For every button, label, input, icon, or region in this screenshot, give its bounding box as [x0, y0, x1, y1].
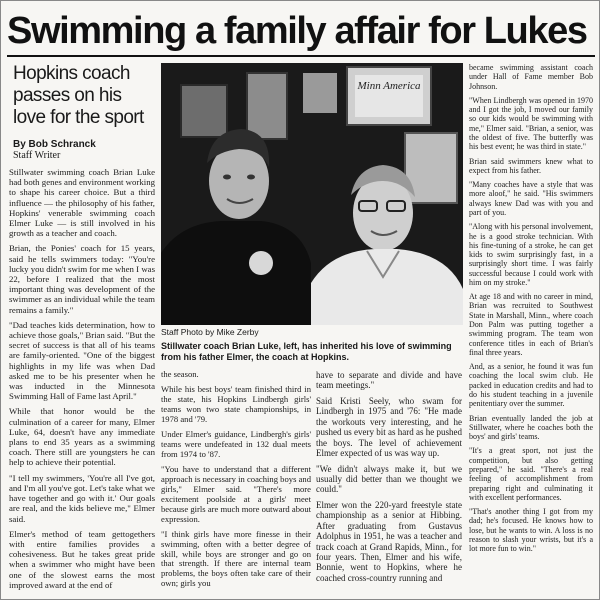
- article-column-1: [9, 167, 155, 595]
- paragraph: While his best boys' team finished third in the state, his Hopkins Lindbergh girls' teams won two state championships, in 1978 and '79.: [161, 383, 311, 424]
- paragraph: Under Elmer's guidance, Lindbergh's girls' teams were undefeated in 132 dual meets from 1974 to '87.: [161, 428, 311, 459]
- photo-caption: Stillwater coach Brian Luke, left, has inherited his love of swimming from his father Elmer, the coach at Hopkins.: [161, 341, 452, 362]
- paragraph: "That's another thing I got from my dad; he's focused. He knows how to lose, but he wants to win. A loss is no reason to slash your wrists, but it's a lot more fun to win.": [469, 507, 593, 554]
- photo-credit: Staff Photo by Mike Zerby: [161, 327, 259, 337]
- paragraph: have to separate and divide and have team meetings.": [316, 370, 462, 391]
- byline-title: Staff Writer: [13, 150, 61, 161]
- paragraph: Elmer won the 220-yard freestyle state championship as a senior at Hibbing. After graduating from Gustavus Adolphus in 1951, he was a teacher and track coach at Grand Rapids, Minn., for four years. Then, Elmer and his wife, Bonnie, went to Hopkins, where he coached cross-country running and: [316, 499, 462, 583]
- paragraph: "We didn't always make it, but we usually did better than we thought we could.": [316, 463, 462, 495]
- paragraph: While that honor would be the culmination of a career for many, Elmer Luke, 64, doesn't have any immediate plans to end 35 years as a swimming coach. There still are youngsters he can help to achieve their potential.: [9, 406, 155, 468]
- paragraph: "I think girls have more finesse in their swimming, often with a better degree of skill, while boys are stronger and go on that strength. If there are internal team problems, the boys often take care of their own; girls you: [161, 528, 311, 589]
- paragraph: became swimming assistant coach under Hall of Fame member Bob Johnson.: [469, 63, 593, 91]
- paragraph: Brian eventually landed the job at Stillwater, where he coaches both the boys' and girls' teams.: [469, 413, 593, 442]
- paragraph: Said Kristi Seely, who swam for Lindbergh in 1975 and '76: "He made the workouts very interesting, and he pushed us every bit as hard as he pushed the boys. The level of achievement Elmer expected of us was way up.: [316, 395, 462, 459]
- photo-father-and-son: [161, 63, 463, 325]
- article-column-3: [316, 370, 462, 588]
- article-column-4: [469, 63, 593, 559]
- paragraph: "You have to understand that a different approach is necessary in coaching boys and girls," Elmer said. "There's more excitement poolside at a girls' meet because girls are much more outward about expression.: [161, 463, 311, 524]
- article-column-2: [161, 370, 311, 594]
- byline: [13, 139, 155, 161]
- paragraph: "It's a great sport, not just the competition, but also getting prepared," he said. "There's a real feeling of accomplishment from preparing right and culminating it with excellent performances.: [469, 446, 593, 502]
- paragraph: Brian, the Ponies' coach for 15 years, said he tells swimmers today: "You're lucky you didn't swim for me when I was 22, before I realized that the most important thing was development of the swimmer as an individual while the team remains a family.": [9, 243, 155, 315]
- photo-illustration: [161, 63, 463, 325]
- paragraph: "I tell my swimmers, 'You're all I've got, and I'm all you've got. Let's take what we have together and go with it.' Our goals are real, and the kids believe me," Elmer said.: [9, 472, 155, 524]
- byline-name: By Bob Schranck: [13, 139, 96, 150]
- paragraph: the season.: [161, 369, 199, 379]
- deck-subheadline: Hopkins coach passes on his love for the sport: [13, 63, 144, 128]
- paragraph: Stillwater swimming coach Brian Luke had both genes and environment working to shape his career choice. But a third influence — the philosophy of his father, Hopkins' venerable swimming coach Elmer Luke — is still involved in his growth as a teacher and coach.: [9, 167, 155, 239]
- paragraph: "Dad teaches kids determination, how to achieve those goals," Brian said. "But the secret of success is that all of his teams are family-oriented. "One of the biggest highlights in my life was when Dad asked me to be his presenter when he was inducted in the Minnesota Swimming Hall of Fame last April.": [9, 319, 155, 402]
- paragraph: At age 18 and with no career in mind, Brian was recruited to Southwest State in Marshall, Minn., where coach Don Palm was putting together a swimming program. The team won conference titles in each of Brian's final three years.: [469, 292, 593, 357]
- headline-rule: [7, 55, 595, 57]
- paragraph: "Many coaches have a style that was more aloof," he said. "His swimmers always knew Dad was with you and part of you.: [469, 180, 593, 217]
- paragraph: Brian said swimmers knew what to expect from his father.: [469, 156, 593, 175]
- paragraph: "Along with his personal involvement, he is a good stroke technician. With his fine-tuning of a stroke, he can get kids to swim surprisingly fast, in a surprisingly short time. I was fairly successful because I could work with him on my stroke.": [469, 222, 593, 287]
- photo-sign-text: Minn America: [357, 80, 421, 92]
- paragraph: "When Lindbergh was opened in 1970 and I got the job, I moved our family so our kids would be swimming with me," Elmer said. "Brian, a senior, was the oldest of five. The butterfly was his best event; he was third in state.": [469, 95, 593, 152]
- paragraph: Elmer's method of team gettogethers with entire families provides a cohesiveness. But he takes great pride when a swimmer who might have been one of the slowest earns the most improved award at the end of: [9, 528, 155, 590]
- paragraph: And, as a senior, he found it was fun coaching the local swim club. He packed in education credits and had to do his student teaching in a juvenile penitentiary over the summer.: [469, 362, 593, 409]
- headline: Swimming a family affair for Lukes: [7, 10, 587, 52]
